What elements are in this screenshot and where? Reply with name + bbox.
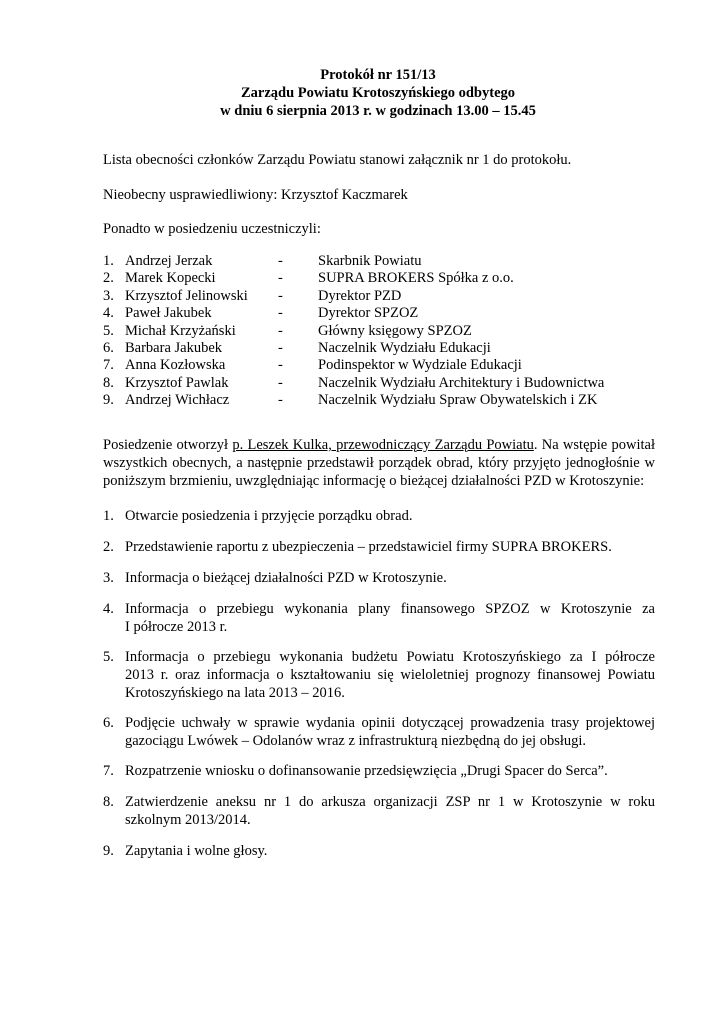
agenda-text: Informacja o przebiegu wykonania budżetu Powiatu Krotoszyńskiego za I półrocze [125,649,655,665]
attendee-dash: - [278,305,283,322]
attendee-name: Barbara Jakubek [125,339,223,356]
attendee-name: Paweł Jakubek [125,305,212,322]
attendee-row [103,375,663,392]
agenda-text: Informacja o przebiegu wykonania plany finansowego SPZOZ w Krotoszynie za [125,601,655,617]
intro-line: poniższym brzmieniu, uwzględniając informację o bieżącej działalności PZD w Krotoszynie: [103,473,645,489]
attendee-dash: - [278,374,283,391]
agenda-text: Przedstawienie raportu z ubezpieczenia – przedstawiciel firmy SUPRA BROKERS. [125,539,612,555]
attendee-number: 4. [103,305,114,322]
attendee-role: Dyrektor PZD [318,287,402,304]
agenda-text: szkolnym 2013/2014. [125,812,251,828]
attendee-role: Główny księgowy SPZOZ [318,322,472,339]
attendee-row [103,357,663,374]
attendee-number: 2. [103,270,114,287]
attendee-row [103,288,663,305]
attendance-paragraph: Lista obecności członków Zarządu Powiatu stanowi załącznik nr 1 do protokołu. [103,152,572,168]
agenda-number: 6. [103,715,114,731]
agenda-text: Krotoszyńskiego na lata 2013 – 2016. [125,685,345,701]
absent-paragraph: Nieobecny usprawiedliwiony: Krzysztof Kaczmarek [103,187,408,203]
attendee-number: 6. [103,339,114,356]
participants-intro: Ponadto w posiedzeniu uczestniczyli: [103,221,321,237]
attendees-list [103,253,663,410]
attendee-name: Michał Krzyżański [125,322,236,339]
agenda-number: 8. [103,794,114,810]
attendee-number: 7. [103,357,114,374]
agenda-text: Rozpatrzenie wniosku o dofinansowanie przedsięwzięcia „Drugi Spacer do Serca”. [125,763,608,779]
board-name: Zarządu Powiatu Krotoszyńskiego odbytego [240,85,516,101]
agenda-text: I półrocze 2013 r. [125,619,228,635]
attendee-dash: - [278,322,283,339]
attendee-role: Dyrektor SPZOZ [318,305,419,322]
attendee-name: Krzysztof Jelinowski [125,287,248,304]
attendee-role: Naczelnik Wydziału Architektury i Budownictwa [318,374,605,391]
attendee-number: 3. [103,287,114,304]
agenda-text: 2013 r. oraz informacja o kształtowaniu się wieloletniej prognozy finansowej Powiatu [125,667,655,683]
attendee-row [103,392,663,409]
agenda-text: Otwarcie posiedzenia i przyjęcie porządku obrad. [125,508,413,524]
agenda-text: gazociągu Lwówek – Odolanów wraz z infrastrukturą niezbędną do jej obsługi. [125,733,587,749]
attendee-role: SUPRA BROKERS Spółka z o.o. [318,270,514,287]
attendee-role: Naczelnik Wydziału Spraw Obywatelskich i ZK [318,392,598,409]
agenda-text: Informacja o bieżącej działalności PZD w Krotoszynie. [125,570,447,586]
attendee-role: Skarbnik Powiatu [318,253,422,269]
attendee-dash: - [278,287,283,304]
agenda-text: Zapytania i wolne głosy. [125,843,268,859]
agenda-number: 5. [103,649,114,665]
attendee-number: 8. [103,374,114,391]
agenda-number: 7. [103,763,114,779]
attendee-number: 1. [103,253,114,269]
agenda-text: Zatwierdzenie aneksu nr 1 do arkusza organizacji ZSP nr 1 w Krotoszynie w roku [125,794,655,810]
chairman-name: p. Leszek Kulka, przewodniczący Zarządu Powiatu [232,437,534,453]
attendee-dash: - [278,357,283,374]
attendee-name: Andrzej Jerzak [125,253,213,269]
attendee-row [103,323,663,340]
agenda-number: 9. [103,843,114,859]
attendee-name: Marek Kopecki [125,270,216,287]
attendee-number: 5. [103,322,114,339]
meeting-date: w dniu 6 sierpnia 2013 r. w godzinach 13.00 – 15.45 [220,103,536,119]
intro-line: wszystkich obecnych, a następnie przedstawił porządek obrad, który przyjęto jednogłośnie w [103,455,655,471]
intro-prefix: Posiedzenie otworzył [103,437,233,453]
attendee-row [103,253,663,270]
attendee-row [103,340,663,357]
attendee-row [103,305,663,322]
intro-suffix: . Na wstępie powitał [533,437,655,453]
agenda-number: 3. [103,570,114,586]
attendee-dash: - [278,339,283,356]
protocol-number: Protokół nr 151/13 [320,67,436,83]
agenda-number: 4. [103,601,114,617]
attendee-name: Andrzej Wichłacz [125,392,230,409]
attendee-role: Podinspektor w Wydziale Edukacji [318,357,522,374]
attendee-row [103,270,663,287]
attendee-number: 9. [103,392,114,409]
agenda-text: Podjęcie uchwały w sprawie wydania opinii dotyczącej prowadzenia trasy projektowej [125,715,655,731]
attendee-name: Anna Kozłowska [125,357,226,374]
meeting-opening-paragraph [103,436,655,490]
agenda-number: 2. [103,539,114,555]
document-header [100,66,656,120]
attendee-dash: - [278,392,283,409]
attendee-role: Naczelnik Wydziału Edukacji [318,339,491,356]
agenda-number: 1. [103,508,114,524]
attendee-name: Krzysztof Pawlak [125,374,229,391]
intro-line [103,436,655,454]
attendee-dash: - [278,253,283,269]
attendee-dash: - [278,270,283,287]
